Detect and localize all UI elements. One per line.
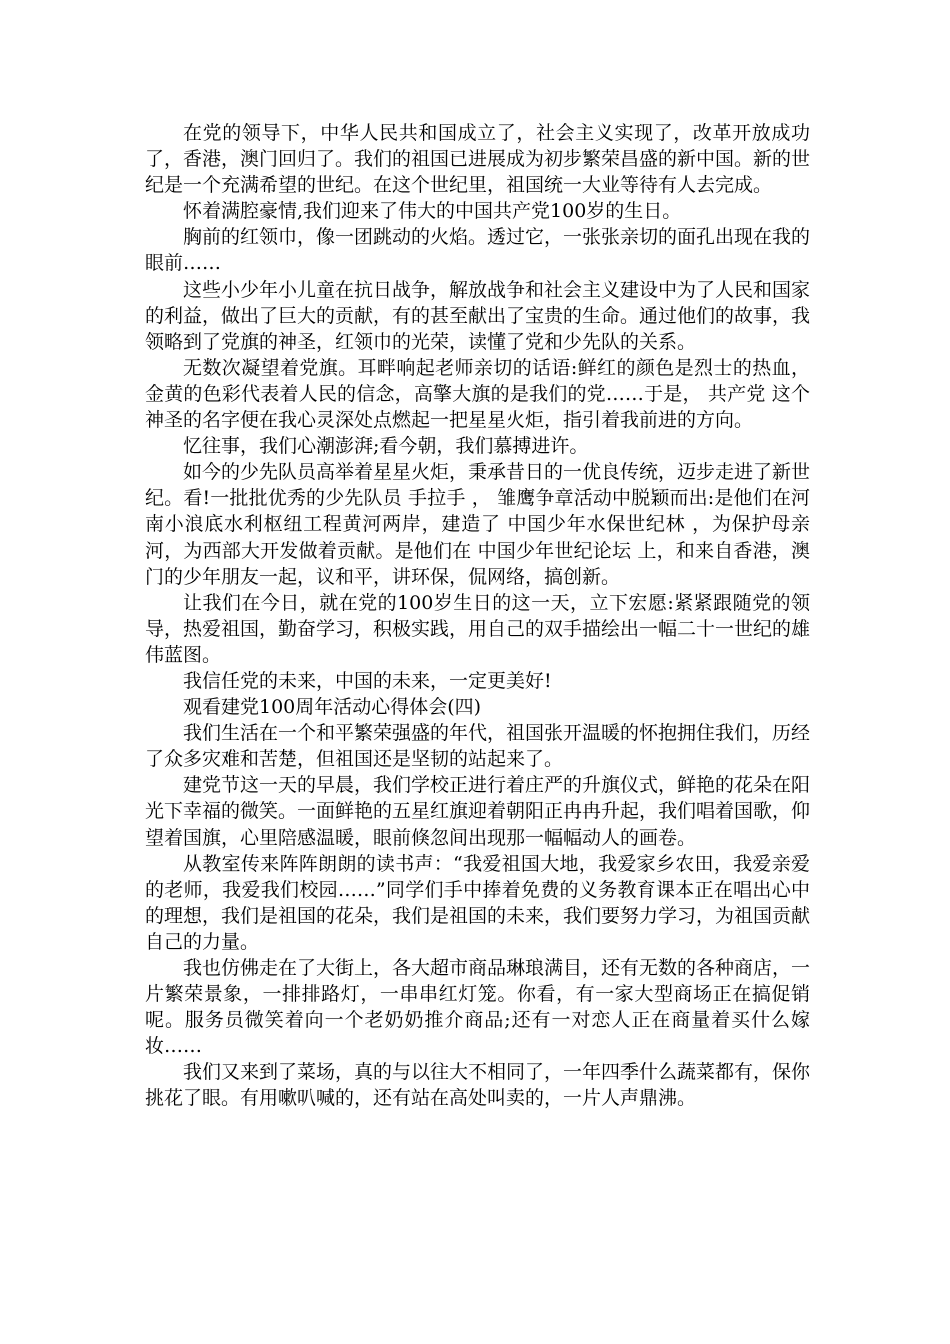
paragraph-9: 我信任党的未来，中国的未来，一定更美好!: [183, 669, 552, 692]
paragraph-6: 忆往事，我们心潮澎湃;看今朝，我们慕搏进许。: [183, 435, 589, 458]
paragraph-13: 我也仿佛走在了大街上，各大超市商品琳琅满目，还有无数的各种商店，一片繁荣景象，一排排路灯，一串串红灯笼。你看，有一家大型商场正在搞促销呢。服务员微笑着向一个老奶奶推介商品;还有一对恋人正在商量着买什么嫁妆……: [145, 957, 811, 1058]
paragraph-1: 在党的领导下，中华人民共和国成立了，社会主义实现了，改革开放成功了，香港，澳门回归了。我们的祖国已进展成为初步繁荣昌盛的新中国。新的世纪是一个充满希望的世纪。在这个世纪里，祖国统一大业等待有人去完成。: [145, 122, 811, 197]
paragraph-14: 我们又来到了菜场，真的与以往大不相同了，一年四季什么蔬菜都有，保你挑花了眼。有用嗽叭喊的，还有站在高处叫卖的，一片人声鼎沸。: [145, 1061, 811, 1110]
paragraph-4: 这些小少年小儿童在抗日战争，解放战争和社会主义建设中为了人民和国家的利益，做出了巨大的贡献，有的甚至献出了宝贵的生命。通过他们的故事，我领略到了党旗的神圣，红领巾的光荣，读懂了党和少先队的关系。: [145, 278, 811, 353]
paragraph-7: 如今的少先队员高举着星星火炬，秉承昔日的一优良传统，迈步走进了新世纪。看!一批批优秀的少先队员 手拉手 ， 雏鹰争章活动中脱颖而出:是他们在河南小浪底水利枢纽工程黄河两岸，建造了 中国少年水保世纪林 ，为保护母亲河，为西部大开发做着贡献。是他们在 中国少年世纪论坛 上，和来自香港，澳门的少年朋友一起，议和平，讲环保，侃网络，搞创新。: [145, 461, 811, 588]
paragraph-10: 我们生活在一个和平繁荣强盛的年代，祖国张开温暖的怀抱拥住我们，历经了众多灾难和苦楚，但祖国还是坚韧的站起来了。: [145, 722, 811, 771]
paragraph-12: 从教室传来阵阵朗朗的读书声：“我爱祖国大地，我爱家乡农田，我爱亲爱的老师，我爱我们校园……”同学们手中捧着免费的义务教育课本正在唱出心中的理想，我们是祖国的花朵，我们是祖国的未来，我们要努力学习，为祖国贡献自己的力量。: [145, 852, 811, 953]
paragraph-11: 建党节这一天的早晨，我们学校正进行着庄严的升旗仪式，鲜艳的花朵在阳光下幸福的微笑。一面鲜艳的五星红旗迎着朝阳正冉冉升起，我们唱着国歌，仰望着国旗，心里陪感温暖，眼前倏忽间出现那一幅幅动人的画卷。: [145, 774, 811, 849]
paragraph-5: 无数次凝望着党旗。耳畔响起老师亲切的话语:鲜红的颜色是烈士的热血，金黄的色彩代表着人民的信念，高擎大旗的是我们的党……于是， 共产党 这个神圣的名字便在我心灵深处点燃起一把星星火炬，指引着我前进的方向。: [145, 356, 810, 432]
section-heading: 观看建党100周年活动心得体会(四): [183, 696, 482, 719]
paragraph-3: 胸前的红领巾，像一团跳动的火焰。透过它，一张张亲切的面孔出现在我的眼前……: [145, 226, 811, 275]
paragraph-8: 让我们在今日，就在党的100岁生日的这一天，立下宏愿:紧紧跟随党的领导，热爱祖国，勤奋学习，积极实践，用自己的双手描绘出一幅二十一世纪的雄伟蓝图。: [145, 591, 811, 666]
paragraph-2: 怀着满腔豪情,我们迎来了伟大的中国共产党100岁的生日。: [183, 200, 682, 223]
document-body: [145, 120, 810, 1112]
